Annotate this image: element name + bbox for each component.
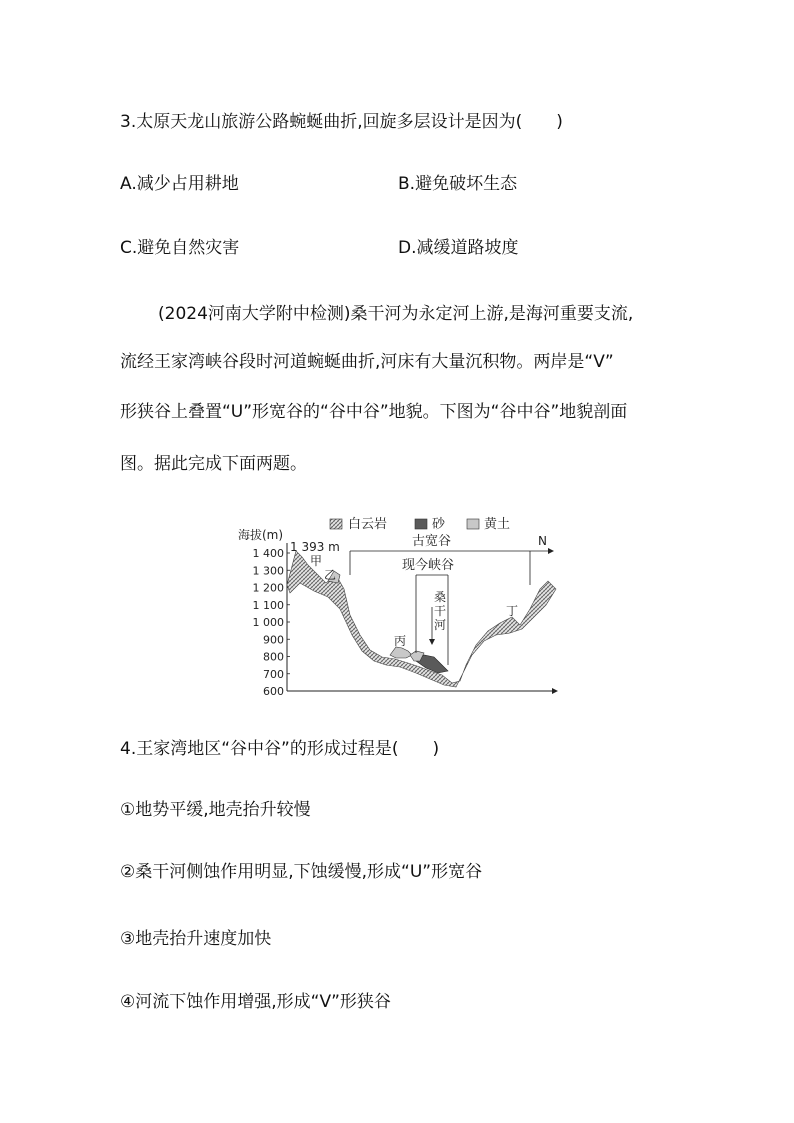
passage-line-2: 流经王家湾峡谷段时河道蜿蜒曲折,河床有大量沉积物。两岸是“V” xyxy=(120,352,614,372)
label-jia: 甲 xyxy=(310,554,323,568)
y-tick-label: 900 xyxy=(263,633,284,647)
label-north: N xyxy=(538,534,547,548)
peak-elevation: 1 393 m xyxy=(290,540,340,554)
statement-3: ③地壳抬升速度加快 xyxy=(120,929,272,949)
option-d: D.减缓道路坡度 xyxy=(398,238,519,258)
label-river-1: 桑 xyxy=(434,590,447,604)
y-tick-label: 1 200 xyxy=(252,581,284,595)
label-yi: 乙 xyxy=(324,568,337,582)
option-b: B.避免破坏生态 xyxy=(398,174,518,194)
y-tick-label: 1 400 xyxy=(252,547,284,560)
question-4-stem: 4.王家湾地区“谷中谷”的形成过程是( ) xyxy=(120,739,440,759)
y-tick-label: 800 xyxy=(263,650,284,664)
statement-2: ②桑干河侧蚀作用明显,下蚀缓慢,形成“U”形宽谷 xyxy=(120,862,483,882)
statement-1: ①地势平缓,地壳抬升较慢 xyxy=(120,800,311,820)
legend-dolomite: 白云岩 xyxy=(348,517,388,532)
y-axis-label: 海拔(m) xyxy=(238,528,284,542)
legend-loess-swatch xyxy=(467,519,479,529)
option-c: C.避免自然灾害 xyxy=(120,238,240,258)
valley-profile-figure xyxy=(230,505,570,705)
label-river-2: 干 xyxy=(434,604,447,618)
passage-line-1: (2024河南大学附中检测)桑干河为永定河上游,是海河重要支流, xyxy=(158,304,634,324)
question-3-stem: 3.太原天龙山旅游公路蜿蜒曲折,回旋多层设计是因为( ) xyxy=(120,112,563,132)
y-tick-label: 700 xyxy=(263,667,284,681)
label-ding: 丁 xyxy=(506,604,519,618)
label-river-3: 河 xyxy=(434,618,447,632)
statement-4: ④河流下蚀作用增强,形成“V”形狭谷 xyxy=(120,992,391,1012)
y-tick-label: 600 xyxy=(263,685,284,698)
legend-sand-swatch xyxy=(415,519,427,529)
option-a: A.减少占用耕地 xyxy=(120,174,239,194)
legend-sand: 砂 xyxy=(432,517,446,532)
legend-dolomite-swatch xyxy=(330,519,342,529)
y-ticks xyxy=(253,547,291,698)
x-axis-arrow xyxy=(552,688,558,694)
passage-line-4: 图。据此完成下面两题。 xyxy=(120,454,307,474)
y-tick-label: 1 300 xyxy=(252,564,284,578)
river-arrow-icon xyxy=(429,639,435,645)
label-bing: 丙 xyxy=(394,634,407,648)
label-modern-gorge: 现今峡谷 xyxy=(402,558,455,573)
passage-line-3: 形狭谷上叠置“U”形宽谷的“谷中谷”地貌。下图为“谷中谷”地貌剖面 xyxy=(120,402,628,422)
legend-loess: 黄土 xyxy=(484,517,511,532)
loess-deposit-bing xyxy=(390,647,412,658)
north-arrow-icon xyxy=(548,548,554,554)
y-tick-label: 1 100 xyxy=(252,598,284,612)
label-ancient-valley: 古宽谷 xyxy=(412,534,452,549)
y-tick-label: 1 000 xyxy=(252,616,284,629)
